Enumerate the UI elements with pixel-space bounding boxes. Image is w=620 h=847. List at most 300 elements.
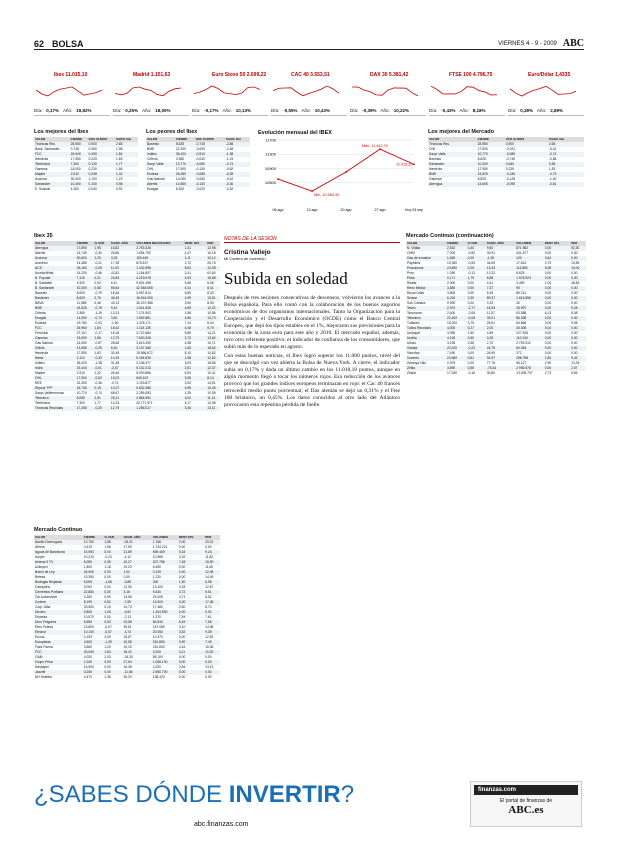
table-cell: Reyal Urbis xyxy=(407,291,425,295)
table-cell: 0,32 xyxy=(486,301,494,305)
table-cell: 1.432.996 xyxy=(135,266,183,271)
table-cell: 15,68 xyxy=(206,276,220,281)
year-value: 2,89% xyxy=(550,108,564,113)
table-cell: 8,825 xyxy=(477,177,486,181)
table-cell: -0,125 xyxy=(505,177,516,181)
table-cell: -0,30 xyxy=(225,182,250,187)
index-sparkline xyxy=(510,76,584,98)
table-cell: -0,75 xyxy=(93,306,110,311)
table-cell: -11,66 xyxy=(122,670,151,675)
table-cell: 9,28 xyxy=(570,306,586,311)
table-cell: 30.306 xyxy=(515,326,544,331)
table-cell: Unipapel xyxy=(407,331,421,335)
index-card xyxy=(429,70,505,116)
table-cell: 13,065 xyxy=(76,346,94,351)
worst-ibex-table xyxy=(146,130,250,192)
table-row xyxy=(146,187,250,192)
table-cell: -0,040 xyxy=(195,157,205,161)
table-row xyxy=(34,675,220,680)
table-cell: 0,00 xyxy=(544,351,552,355)
table-cell: 36,420 xyxy=(76,361,87,365)
table-cell: 17,500 xyxy=(477,147,488,151)
table-cell: 17,950 xyxy=(70,157,81,161)
table-cell: 2,70 xyxy=(486,341,494,345)
table-cell: 0,00 xyxy=(570,276,586,281)
index-card xyxy=(271,70,347,116)
table-cell: 0,00 xyxy=(178,565,186,569)
table-cell: 10,86 xyxy=(207,311,216,315)
day-value: -0,43% xyxy=(441,108,456,113)
table-cell: 17,900 xyxy=(76,376,94,381)
table-cell: 12,79 xyxy=(110,406,135,411)
table-cell: 6,88 xyxy=(486,276,515,281)
table-cell: 0,00 xyxy=(204,670,220,675)
table-cell: 13,33 xyxy=(486,266,515,271)
table-cell: 25,11 xyxy=(110,396,135,401)
table-cell: 0,62 xyxy=(103,600,122,605)
table-cell: 0,00 xyxy=(467,301,474,305)
table-cell: Acciona xyxy=(34,256,76,261)
table-cell: 7,200 xyxy=(446,251,456,255)
table-cell: 3,33 xyxy=(110,256,135,261)
table-cell: 2,910 xyxy=(76,371,85,375)
table-cell: OHL xyxy=(429,147,436,151)
last-value-label: 11.015,10 xyxy=(396,162,413,167)
table-cell: -0,021 xyxy=(505,147,516,151)
table-cell: 9,08 xyxy=(571,321,578,325)
table-cell: -75,34 xyxy=(486,366,515,371)
table-cell: -0,080 xyxy=(505,152,548,157)
table-cell: 25,51 xyxy=(486,321,496,325)
column-header: VAR. EUROS xyxy=(88,137,115,142)
table-cell: 30.237.388 xyxy=(136,301,153,305)
table-cell: 0,00 xyxy=(544,336,570,341)
table-row xyxy=(406,371,586,376)
table-cell: 0,58 xyxy=(93,286,110,291)
table-cell: Afirma xyxy=(35,545,45,549)
table-cell: -0,62 xyxy=(122,610,151,615)
chart-title: Evolución mensual del IBEX xyxy=(258,130,332,136)
table-cell: 1.815.556 xyxy=(515,296,544,301)
table-cell: -0,62 xyxy=(93,376,110,381)
column-header: % VAR. xyxy=(467,241,486,246)
table-cell: 24,525 xyxy=(477,172,505,177)
table-cell: Inditex xyxy=(35,361,45,365)
table-cell: 18,18 xyxy=(110,331,120,335)
table-cell: 10,210 xyxy=(83,555,94,559)
table-cell: 10,85 xyxy=(571,261,580,265)
table-cell: Prim xyxy=(407,271,414,275)
paragraph: Con estas buenas noticias, el Ibex logró superar los 11.000 puntos, nivel del que se descolgó con vez abierta la Bolsa de Nueva York. A cierre, el indicador subía un 0,17% y dada un último cambio en los 11.018,10 puntos, aunque en algún momento llegó a tocar los números rojos. Esa reducción de los avances provocó que los grandes índices europeos terminaran en rojo: el Cac 40 francés retrocedió medio punto porcentual; el Dax alemán se dejó un 0,31% y el Ftse 100 británico, un 0,45%. Los datos conocidos al otro lado del Atlántico provocaron esta repentina pérdida de fuelle. xyxy=(224,353,400,408)
table-cell: 3.130 xyxy=(152,570,178,575)
table-cell: 0,193 xyxy=(83,635,93,639)
table-cell: 6,85 xyxy=(184,291,191,295)
table-cell: 64.866 xyxy=(516,321,527,325)
table-cell: 7,48 xyxy=(178,560,204,565)
table-cell: -3,85 xyxy=(122,580,151,585)
table-cell: 0,419 xyxy=(83,545,93,549)
year-label: Año: xyxy=(63,108,73,113)
table-cell: 0,92 xyxy=(94,281,101,285)
table-cell: 441.677 xyxy=(516,251,529,255)
column-header: VOLUMEN NEGOCIADO xyxy=(135,241,183,246)
table-cell: 4,16 xyxy=(178,645,186,649)
table-cell: OHL xyxy=(147,167,154,171)
column-header: VAR. EUROS xyxy=(195,137,225,142)
table-cell: OHM xyxy=(407,251,415,255)
table-cell: 24,680 xyxy=(446,356,467,361)
table-cell: 2,03 xyxy=(104,655,111,659)
table-cell: 2.753.326 xyxy=(135,246,183,251)
table-cell: 0,27 xyxy=(467,326,486,331)
table-cell: 3.722.664 xyxy=(136,331,151,335)
table-cell: 12,50 xyxy=(123,585,132,589)
table-cell: 9,60 xyxy=(486,246,515,251)
table-cell: 167.080 xyxy=(152,625,165,629)
index-name: Euro Stoxx 50 2.699,22 xyxy=(212,72,267,78)
table-cell: 13,800 xyxy=(83,625,94,629)
table-cell: 2.550.700 xyxy=(152,670,178,675)
table-row xyxy=(34,187,138,192)
table-cell: 16,745 xyxy=(76,386,94,391)
table-cell: 26,46 xyxy=(110,371,120,375)
table-cell: 24,75 xyxy=(486,346,515,351)
table-cell: 15,440 xyxy=(76,366,94,371)
table-cell: 0,21 xyxy=(93,276,110,281)
table-cell: Mapfre xyxy=(35,371,46,375)
table-cell: 10.370 xyxy=(152,635,163,639)
table-cell: 0,00 xyxy=(178,570,204,575)
table-cell: 2,84 xyxy=(178,665,186,669)
table-cell: 90,400 xyxy=(70,177,81,181)
table-cell: 1.204.590 xyxy=(152,610,178,615)
table-cell: Aguas de Barcelona xyxy=(34,550,83,555)
table-cell: 3,94 xyxy=(184,381,191,385)
table-cell: 1.115.135 xyxy=(135,326,183,331)
author-role: Mi Cartera de Inversión xyxy=(224,256,266,261)
table-cell: Jazztel xyxy=(34,670,83,675)
table-cell: 10,58 xyxy=(122,640,151,645)
ad-caption: El portal de finanzas de xyxy=(499,798,553,804)
table-cell: -0,32 xyxy=(93,356,110,361)
table-cell: 8,625 xyxy=(175,142,195,147)
table-cell: 4,470 xyxy=(83,675,93,679)
table-cell: 0,00 xyxy=(467,281,474,285)
table-cell: 0,40 xyxy=(103,670,122,675)
table-cell: 14,73 xyxy=(123,605,132,609)
table-cell: 0,00 xyxy=(544,341,552,345)
table-cell: Tecnocom xyxy=(407,311,423,315)
table-cell: 35,160 xyxy=(76,266,94,271)
table-cell: -0,07 xyxy=(104,625,112,629)
index-name: DAX 30 5.381,42 xyxy=(370,72,409,78)
table-cell: 9,42 xyxy=(110,306,135,311)
table-cell: 92,30 xyxy=(570,246,586,251)
table-cell: 0,130 xyxy=(88,162,115,167)
table-cell: 0,00 xyxy=(544,296,570,301)
table-cell: Telecinco xyxy=(34,396,76,401)
table-cell: 0,15 xyxy=(93,386,110,391)
table-cell: Banesto xyxy=(146,142,175,147)
table-cell: 11,57 xyxy=(486,311,495,315)
table-cell: 13,29 xyxy=(571,361,580,365)
day-label: Día: xyxy=(429,108,438,113)
table-cell: 7,300 xyxy=(70,162,88,167)
table-cell: 17,950 xyxy=(477,167,488,171)
ad-url[interactable]: abc.finanzas.com xyxy=(194,821,249,828)
index-name: Euro/Dólar 1,4335 xyxy=(528,72,571,78)
table-cell: Gas de Invasion xyxy=(406,256,446,261)
table-cell: 0,00 xyxy=(467,351,474,355)
table-cell: Banesto xyxy=(429,157,442,161)
table-cell: 13,45 xyxy=(206,386,220,391)
table-cell: -0,630 xyxy=(195,147,205,151)
table-cell: 6,320 xyxy=(175,187,185,191)
table-cell: 3,890 xyxy=(446,366,467,371)
table-cell: 23,58 xyxy=(122,620,151,625)
table-cell: -0,060 xyxy=(195,177,205,181)
table-cell: 0,00 xyxy=(570,286,586,291)
table-cell: -0,60 xyxy=(467,251,476,255)
table-cell: 0,00 xyxy=(571,251,578,255)
sparkline-path xyxy=(431,86,497,95)
table-cell: 0,00 xyxy=(178,600,204,605)
table-cell: -0,16 xyxy=(467,371,476,375)
table-cell: 1,77 xyxy=(115,162,138,167)
table-cell: -0,85 xyxy=(548,157,557,161)
table-cell: Bodegas Riojanas xyxy=(34,580,83,585)
index-sparkline xyxy=(194,76,268,98)
table-cell: Iberia xyxy=(34,356,76,361)
column-header: %VAR. AÑO xyxy=(122,535,151,540)
table-cell: 17,265 xyxy=(76,406,94,411)
table-cell: 6,04 xyxy=(207,321,214,325)
continuo-table xyxy=(34,528,220,680)
table-cell: -0,74 xyxy=(93,316,110,321)
table-cell: 4,98 xyxy=(184,341,191,345)
column-header: VALOR xyxy=(428,137,477,142)
table-cell: 100 xyxy=(515,256,544,261)
table-cell: 210.600 xyxy=(152,645,165,649)
day-label: Día: xyxy=(350,108,359,113)
table-cell: 10,12 xyxy=(206,256,220,261)
table-cell: 10,08 xyxy=(206,266,220,271)
year-value: 18,00% xyxy=(155,108,171,113)
table-cell: 0,00 xyxy=(544,271,552,275)
table-cell: Zeltia xyxy=(406,366,446,371)
table-cell: 10,350 xyxy=(446,261,458,265)
year-label: Año: xyxy=(537,108,547,113)
day-value: 0,25% xyxy=(125,108,139,113)
table-cell: 11,31 xyxy=(206,396,220,401)
table-cell: 3,360 xyxy=(175,157,185,161)
table-cell: 3.613.490 xyxy=(136,341,151,345)
table-cell: 1,84 xyxy=(103,650,122,655)
table-cell: -0,510 xyxy=(195,152,225,157)
table-cell: Duro Felguera xyxy=(34,620,83,625)
table-cell: 15,57 xyxy=(123,635,132,639)
table-cell: -0,12 xyxy=(467,271,476,275)
table-cell: Abertis xyxy=(35,251,46,255)
table-cell: OHL xyxy=(34,376,76,381)
table-cell: 4,300 xyxy=(70,187,79,191)
table-cell: 0,00 xyxy=(544,276,570,281)
table-cell: 1,32 xyxy=(115,172,138,177)
table-cell: 649.102 xyxy=(135,376,183,381)
table-cell: 2,00 xyxy=(178,540,204,545)
ibex-line xyxy=(278,149,414,191)
table-cell: 1,98 xyxy=(184,356,207,361)
table-cell: 0,90 xyxy=(178,640,204,645)
index-sparkline xyxy=(273,76,347,98)
advertisement[interactable] xyxy=(34,775,584,835)
data-point xyxy=(345,171,347,173)
table-cell: 4,47 xyxy=(184,251,191,255)
table-cell: 1,95 xyxy=(93,246,110,251)
sparkline-path xyxy=(273,86,339,96)
table-cell: 7,115 xyxy=(76,276,94,281)
table-row xyxy=(34,406,220,411)
table-cell: -0,46 xyxy=(94,381,102,385)
table-cell: 10.965 xyxy=(152,555,163,559)
table-cell: 4,71 xyxy=(178,595,186,599)
table-cell: 36,420 xyxy=(175,152,195,157)
table-cell: 27,110 xyxy=(76,331,87,335)
table-cell: 1,56 xyxy=(115,167,123,171)
table-cell: 0,00 xyxy=(544,366,570,371)
table-cell: -0,08 xyxy=(467,316,486,321)
table-cell: 2,60 xyxy=(178,605,186,609)
table-cell: 4,600 xyxy=(83,640,104,645)
table-cell: 0,990 xyxy=(446,301,456,305)
table-cell: -0,06 xyxy=(93,266,110,271)
table-cell: 4,59 xyxy=(486,331,494,335)
table-cell: 1,50 xyxy=(467,331,474,335)
table-cell: Sacyr Vallehermoso xyxy=(35,391,65,395)
table-cell: 327.786 xyxy=(152,560,178,565)
table-cell: 0,00 xyxy=(544,346,570,351)
table-cell: 14,485 xyxy=(76,261,87,265)
table-cell: 10,770 xyxy=(477,152,505,157)
table-cell: 0,00 xyxy=(178,675,186,679)
table-cell: 31,97 xyxy=(486,356,515,361)
table-cell: 6,08 xyxy=(544,266,570,271)
table-cell: 2.864.691 xyxy=(135,396,183,401)
y-tick-label: 11700 xyxy=(265,137,276,143)
table-cell: 6,08 xyxy=(207,281,214,285)
table-cell: Reno Medici xyxy=(406,286,446,291)
data-point xyxy=(379,148,381,150)
table-cell: 1,96 xyxy=(104,545,111,549)
table-cell: 0,00 xyxy=(103,550,122,555)
table-cell: Abengoa xyxy=(34,246,76,251)
table-cell: 0,00 xyxy=(571,351,578,355)
table-cell: Sos Cuétara xyxy=(407,301,426,305)
table-cell: 10,41 xyxy=(207,371,216,375)
table-cell: 3,10 xyxy=(178,625,186,629)
table-cell: 3,45 xyxy=(184,406,207,411)
table-cell: Azkoyen xyxy=(35,565,48,569)
table-cell: 0,59 xyxy=(104,595,111,599)
table-cell: 3,52 xyxy=(178,630,204,635)
table-cell: 13,350 xyxy=(83,575,94,579)
table-cell: 15,000 xyxy=(76,336,94,341)
index-sparkline xyxy=(115,76,189,98)
table-cell: 21,89 xyxy=(122,550,151,555)
table-cell: 12,52 xyxy=(205,635,214,639)
table-cell: Adolfo Domínguez xyxy=(34,540,83,545)
table-cell: -0,74 xyxy=(548,152,584,157)
table-cell: 1,100 xyxy=(88,177,97,181)
table-cell: 42.948.655 xyxy=(135,286,183,291)
table-cell: -24,30 xyxy=(123,655,133,659)
table-cell: Realia xyxy=(407,281,417,285)
table-cell: 18,48 xyxy=(110,291,120,295)
table-cell: 7,37 xyxy=(486,286,515,291)
table-cell: 90 xyxy=(515,286,544,291)
table-cell: 0,46 xyxy=(94,301,101,305)
y-tick-label: 11300 xyxy=(265,151,276,157)
table-cell: Campofrío xyxy=(35,585,51,589)
table-cell: 0,00 xyxy=(178,660,204,665)
author-name: Cristina Vallejo xyxy=(224,249,271,256)
table-cell: -0,20 xyxy=(104,555,112,559)
table-cell: 3,195 xyxy=(446,341,456,345)
table-cell: 0,00 xyxy=(467,291,474,295)
table-cell: 2,160 xyxy=(83,660,104,665)
table-cell: 16,18 xyxy=(207,251,216,255)
table-cell: 0,00 xyxy=(467,361,474,365)
table-cell: ArcelorMittal xyxy=(35,271,54,275)
table-cell: 0,00 xyxy=(570,336,586,341)
table-cell: 12,98 xyxy=(206,246,220,251)
table-cell: 0,230 xyxy=(88,167,97,171)
table-cell: 17,950 xyxy=(76,351,87,355)
column-header: % VAR. xyxy=(93,241,110,246)
table-cell: Barón de Ley xyxy=(34,570,83,575)
index-card xyxy=(508,70,584,116)
table-cell: 13,81 xyxy=(206,296,220,301)
table-cell: 10,770 xyxy=(76,391,87,395)
column-header: RENT. DIV. xyxy=(544,241,570,246)
column-header: VOLUMEN xyxy=(515,241,544,246)
table-cell: 30 xyxy=(516,301,520,305)
table-cell: 1,390 xyxy=(446,271,456,275)
table-cell: Criteria xyxy=(35,311,46,315)
column-header: CIERRE xyxy=(76,241,94,246)
table-cell: 1.220 xyxy=(152,575,161,579)
table-cell: 14,050 xyxy=(76,341,87,345)
table-cell: 4,99 xyxy=(184,296,207,301)
table-cell: 34,69 xyxy=(486,261,496,265)
table-cell: Abengoa xyxy=(428,182,477,187)
table-cell: Befesa xyxy=(35,575,46,579)
table-cell: 58.100 xyxy=(152,655,163,659)
table-cell: 1.008.130 xyxy=(152,660,178,665)
table-cell: Ebro Puleva xyxy=(35,625,53,629)
table-cell: 12,05 xyxy=(204,570,220,575)
table-cell: 6,050 xyxy=(83,560,104,565)
table-cell: 8,41 xyxy=(206,286,220,291)
column-header: PER xyxy=(570,241,586,246)
table-cell: -0,42 xyxy=(225,177,234,181)
column-header: %VAR. AÑO xyxy=(486,241,515,246)
table-cell: 1,20 xyxy=(104,645,111,649)
table-cell: 13,73 xyxy=(206,316,220,321)
table-cell: 9,42 xyxy=(570,356,586,361)
table-cell: 10,00 xyxy=(570,266,586,271)
table-cell: -1,39 xyxy=(103,640,122,645)
